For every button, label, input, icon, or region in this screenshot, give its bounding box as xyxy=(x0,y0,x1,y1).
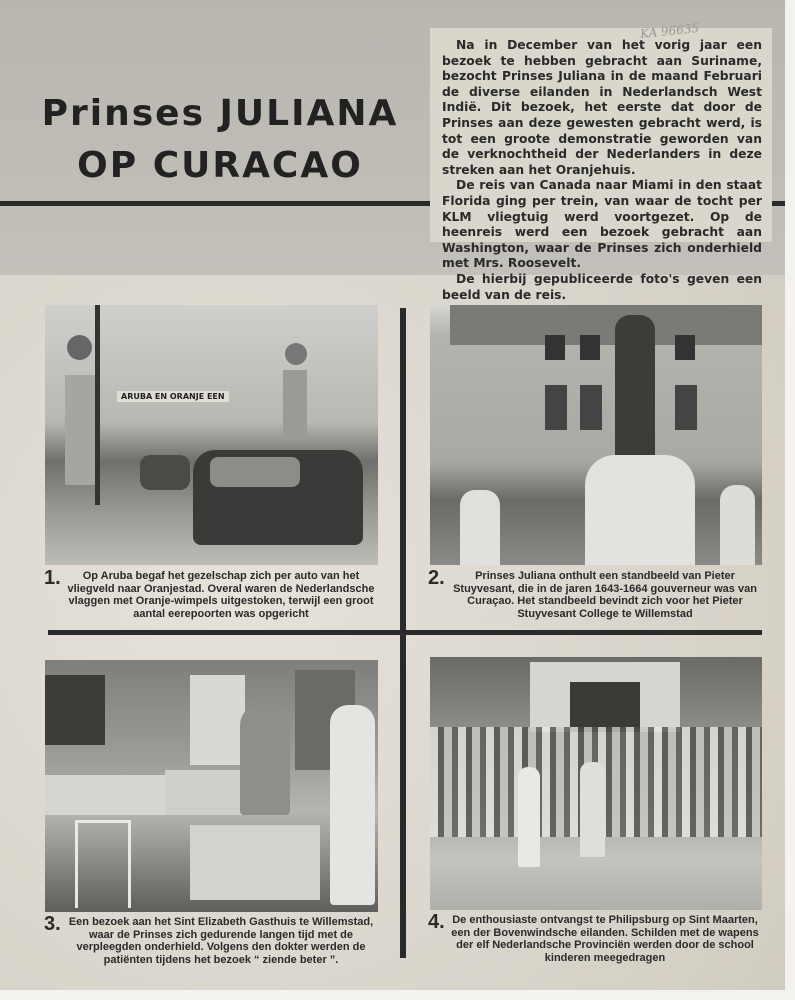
caption-number: 3. xyxy=(44,913,61,935)
intro-paragraph: De reis van Canada naar Miami in den staat Florida ging per trein, van waar de tocht per KLM vliegtuig werd voortgezet. Op de heenreis werd een bezoek gebracht aan Washington, waar de Prinses zich onderhield met Mrs. Roosevelt. xyxy=(442,178,762,271)
row-divider xyxy=(48,630,762,635)
caption-number: 4. xyxy=(428,911,445,933)
caption-text: De enthousiaste ontvangst te Philipsburg op Sint Maarten, een der Bovenwindsche eilanden. Schilden met de wapens der elf Nederlandsche Provinciën werden door de school kinderen meegedragen xyxy=(451,914,759,964)
photo-philipsburg-welcome xyxy=(430,657,762,910)
caption-number: 1. xyxy=(44,567,61,589)
caption-number: 2. xyxy=(428,567,445,589)
header-rule xyxy=(0,201,430,206)
caption-1 xyxy=(44,567,380,620)
photo-stuyvesant-statue xyxy=(430,305,762,565)
intro-paragraph: De hierbij gepubliceerde foto's geven een beeld van de reis. xyxy=(442,271,762,302)
caption-2 xyxy=(428,567,764,620)
caption-4 xyxy=(428,911,764,964)
intro-paragraph: Na in December van het vorig jaar een bezoek te hebben gebracht aan Suriname, bezocht Prinses Juliana in de maand Februari de diverse eilanden in Nederlandsch West Indië. Dit bezoek, het eerste dat door de Prinses aan deze gewesten gebracht werd, is tot een groote demonstratie geworden van de verknochtheid der Nederlanders in deze streken aan het Oranjehuis. xyxy=(442,38,762,177)
photo-aruba-motorcade xyxy=(45,305,378,565)
title-line-1: Prinses JULIANA xyxy=(41,93,399,134)
caption-text: Een bezoek aan het Sint Elizabeth Gasthuis te Willemstad, waar de Prinses zich gedurende langen tijd met de verpleegden onderhield. Volgens den dokter werden de patiënten tijdens het bezoek “ ziende beter ”. xyxy=(68,916,374,966)
caption-3 xyxy=(44,913,380,966)
caption-text: Prinses Juliana onthult een standbeeld van Pieter Stuyvesant, die in de jaren 1643-1664 gouverneur was van Curaçao. Het standbeeld bevindt zich voor het Pieter Stuyvesant College te Willemstad xyxy=(453,570,757,620)
header-rule-end xyxy=(772,201,785,206)
arch-sign: ARUBA EN ORANJE EEN xyxy=(117,391,229,402)
intro-text-box xyxy=(430,28,772,302)
title-line-2: OP CURACAO xyxy=(77,145,363,186)
photo-hospital-visit xyxy=(45,660,378,912)
caption-text: Op Aruba begaf het gezelschap zich per auto van het vliegveld naar Oranjestad. Overal waren de Nederlandsche vlaggen met Oranje-wimpels uitgestoken, terwijl een groot aantal eerepoorten was opgericht xyxy=(67,570,375,620)
archive-stamp: KA 96635 xyxy=(639,20,700,42)
page-title xyxy=(40,88,400,192)
